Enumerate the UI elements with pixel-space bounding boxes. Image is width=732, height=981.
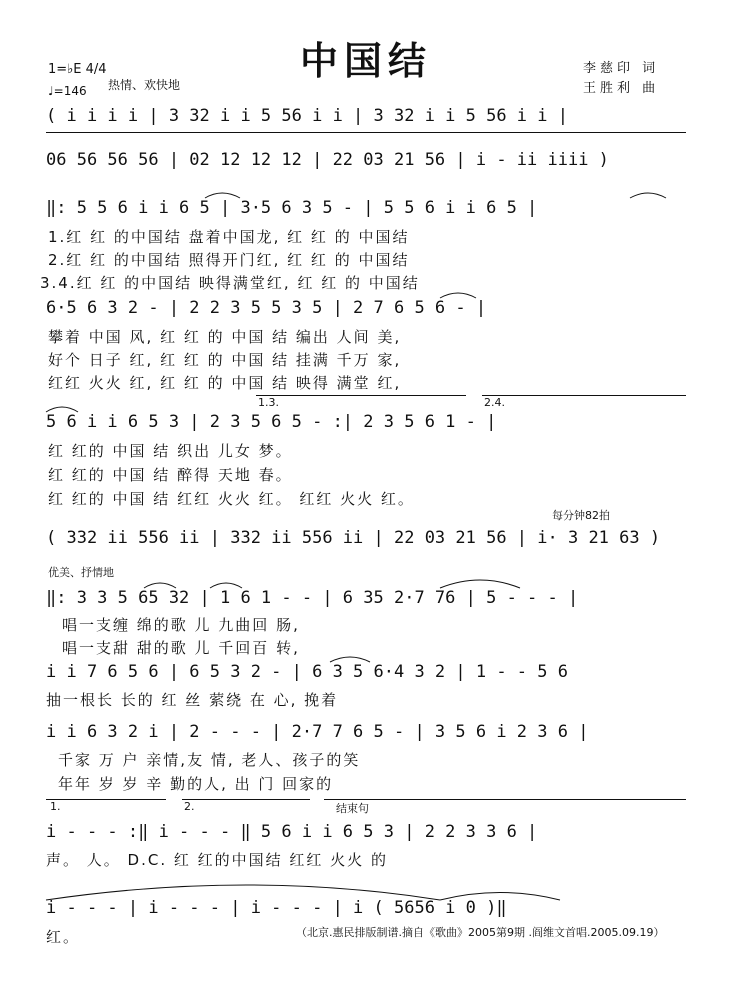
tempo-change: 每分钟82拍: [552, 509, 610, 522]
score-row-3-notes: ‖: 5 5 6 i i 6 5 | 3·5 6 3 5 - | 5 5 6 i i 6 5 |: [46, 198, 538, 218]
score-row-4-notes: 6·5 6 3 2 - | 2 2 3 5 5 3 5 | 2 7 6 5 6 - |: [46, 298, 487, 318]
footer-source-note: （北京.惠民排版制谱.摘自《歌曲》2005第9期 .阎维文首唱.2005.09.19）: [296, 926, 665, 939]
expression-marking-2: 优美、抒情地: [48, 566, 114, 579]
lyric-line: 红 红的 中国 结 织出 儿女 梦。: [48, 442, 293, 460]
tempo-marking: ♩=146: [48, 84, 87, 98]
score-row-5-notes: 5 6 i i 6 5 3 | 2 3 5 6 5 - :| 2 3 5 6 1 - |: [46, 412, 497, 432]
lyric-line: 唱一支缠 绵的歌 儿 九曲回 肠,: [62, 616, 300, 634]
lyricist-credit: 李慈印 词: [583, 61, 660, 76]
score-row-7-notes: ‖: 3 3 5 65 32 | 1 6 1 - - | 6 35 2·7 76 | 5 - - - |: [46, 588, 579, 608]
score-row-2-notes: 06 56 56 56 | 02 12 12 12 | 22 03 21 56 | i - ii iiii ): [46, 150, 609, 170]
lyric-line: 抽一根长 长的 红 丝 萦绕 在 心, 挽着: [46, 691, 339, 709]
lyric-line: 红 红的 中国 结 醉得 天地 春。: [48, 466, 293, 484]
lyric-line: 好个 日子 红, 红 红 的 中国 结 挂满 千万 家,: [48, 351, 402, 369]
lyric-line: 红 红的 中国 结 红红 火火 红。 红红 火火 红。: [48, 490, 415, 508]
lyric-line: 唱一支甜 甜的歌 儿 千回百 转,: [62, 639, 300, 657]
score-row-9-notes: i i 6 3 2 i | 2 - - - | 2·7 7 6 5 - | 3 5 6 i 2 3 6 |: [46, 722, 589, 742]
volta-2: 2.: [184, 800, 195, 813]
volta-1: 1.3.: [258, 396, 279, 409]
lyric-line: 红。: [46, 928, 81, 946]
lyric-line: 红红 火火 红, 红 红 的 中国 结 映得 满堂 红,: [48, 374, 402, 392]
lyric-line: 年年 岁 岁 辛 勤的人, 出 门 回家的: [58, 775, 334, 793]
lyric-line: 攀着 中国 风, 红 红 的 中国 结 编出 人间 美,: [48, 328, 402, 346]
song-title: 中国结: [299, 38, 432, 83]
score-row-6-notes: ( 332 ii 556 ii | 332 ii 556 ii | 22 03 21 56 | i· 3 21 63 ): [46, 528, 661, 548]
score-row-10-notes: i - - - :‖ i - - - ‖ 5 6 i i 6 5 3 | 2 2 3 3 6 |: [46, 822, 538, 842]
expression-marking: 热情、欢快地: [108, 78, 181, 92]
lyric-line: 声。 人。 D.C. 红 红的中国结 红红 火火 的: [46, 851, 388, 869]
score-row-1-notes: ( i i i i | 3 32 i i 5 56 i i | 3 32 i i 5 56 i i |: [46, 106, 568, 126]
score-row-8-notes: i i 7 6 5 6 | 6 5 3 2 - | 6 3 5 6·4 3 2 | 1 - - 5 6: [46, 662, 568, 682]
lyric-line: 千家 万 户 亲情,友 情, 老人、孩子的笑: [58, 751, 361, 769]
score-row-11-notes: i - - - | i - - - | i - - - | i ( 5656 i 0 )‖: [46, 898, 507, 918]
volta-1: 1.: [50, 800, 61, 813]
lyric-line: 2.红 红 的中国结 照得开门红, 红 红 的 中国结: [48, 251, 410, 269]
composer-credit: 王胜利 曲: [583, 81, 660, 96]
lyric-line: 1.红 红 的中国结 盘着中国龙, 红 红 的 中国结: [48, 228, 410, 246]
coda-label: 结束句: [336, 802, 369, 815]
volta-2: 2.4.: [484, 396, 505, 409]
key-signature: 1=♭E 4/4: [48, 62, 107, 77]
lyric-line: 3.4.红 红 的中国结 映得满堂红, 红 红 的 中国结: [40, 274, 420, 292]
